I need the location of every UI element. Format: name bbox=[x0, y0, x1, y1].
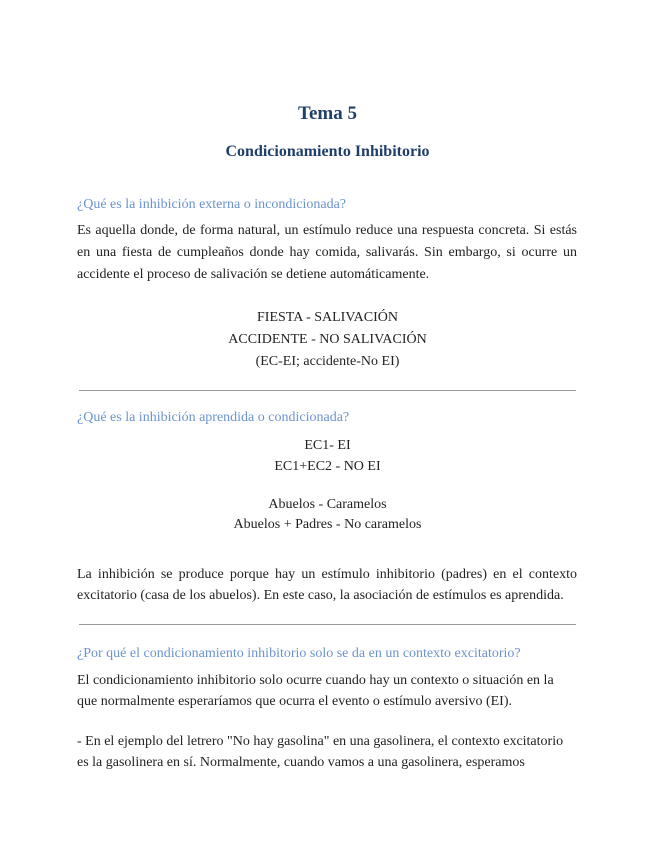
section3-paragraph-line: que normalmente esperaríamos que ocurra el evento o estímulo aversivo (EI). bbox=[77, 694, 513, 709]
section1-example-line: FIESTA - SALIVACIÓN bbox=[257, 310, 398, 325]
section2-example-line: Abuelos + Padres - No caramelos bbox=[233, 517, 422, 532]
section1-paragraph-line: en una fiesta de cumpleaños donde hay comida, salivarás. Sin embargo, si ocurre un bbox=[77, 245, 577, 260]
section3-paragraph-line: - En el ejemplo del letrero "No hay gasolina" en una gasolinera, el contexto excitatorio bbox=[77, 734, 564, 749]
divider bbox=[79, 390, 576, 391]
divider bbox=[79, 624, 576, 625]
section2-paragraph-line: excitatorio (casa de los abuelos). En este caso, la asociación de estímulos es aprendida. bbox=[77, 588, 564, 603]
section3-question: ¿Por qué el condicionamiento inhibitorio solo se da en un contexto excitatorio? bbox=[77, 646, 521, 661]
section2-example-line: EC1+EC2 - NO EI bbox=[274, 459, 381, 474]
section1-example-line: ACCIDENTE - NO SALIVACIÓN bbox=[228, 332, 427, 347]
section2-paragraph-line: La inhibición se produce porque hay un estímulo inhibitorio (padres) en el contexto bbox=[77, 567, 577, 582]
section1-question: ¿Qué es la inhibición externa o incondicionada? bbox=[77, 197, 347, 212]
section3-paragraph-line: El condicionamiento inhibitorio solo ocurre cuando hay un contexto o situación en la bbox=[77, 673, 554, 688]
page-subtitle: Condicionamiento Inhibitorio bbox=[225, 143, 430, 160]
section1-paragraph-line: accidente el proceso de salivación se detiene automáticamente. bbox=[77, 267, 430, 282]
section1-paragraph-line: Es aquella donde, de forma natural, un estímulo reduce una respuesta concreta. Si estás bbox=[77, 223, 577, 238]
section2-example-line: EC1- EI bbox=[304, 438, 351, 453]
section2-example-line: Abuelos - Caramelos bbox=[268, 497, 387, 512]
section2-question: ¿Qué es la inhibición aprendida o condicionada? bbox=[77, 410, 350, 425]
section3-paragraph-line: es la gasolinera en sí. Normalmente, cuando vamos a una gasolinera, esperamos bbox=[77, 755, 525, 770]
section1-example-line: (EC-EI; accidente-No EI) bbox=[255, 354, 400, 369]
page-title: Tema 5 bbox=[298, 103, 357, 124]
